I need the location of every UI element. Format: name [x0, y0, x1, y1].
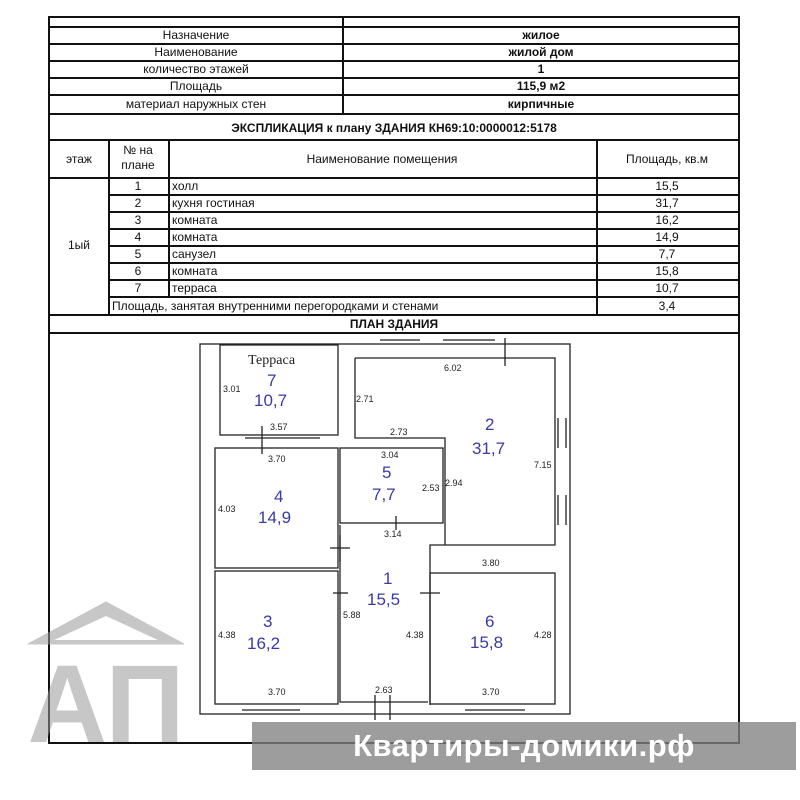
dim-label: 3.70: [268, 454, 286, 464]
room-name: комната: [172, 230, 218, 244]
dim-label: 2.71: [356, 394, 374, 404]
prop-label: Назначение: [162, 28, 230, 42]
floor-label: 1ый: [67, 238, 90, 252]
partition-label: Площадь, занятая внутренними перегородками и стенами: [112, 299, 439, 313]
dim-label: 4.38: [218, 630, 236, 640]
dim-label: 2.73: [390, 427, 408, 437]
prop-value: жилое: [522, 28, 560, 42]
row-divider: [50, 139, 738, 141]
room-name: комната: [172, 213, 218, 227]
room-name: терраса: [172, 281, 217, 295]
room-3-num: 3: [263, 612, 273, 631]
room-2-area: 31,7: [472, 439, 506, 458]
explication-title: ЭКСПЛИКАЦИЯ к плану ЗДАНИЯ КН69:10:0000012:5178: [231, 121, 557, 135]
room-name: санузел: [172, 247, 216, 261]
header-floor: этаж: [66, 152, 92, 166]
header-num-line1: № на: [123, 143, 153, 157]
dim-label: 3.04: [381, 450, 399, 460]
header-area: Площадь, кв.м: [625, 152, 709, 166]
room-name: кухня гостиная: [172, 196, 255, 210]
room-num: 4: [134, 230, 142, 244]
floor-plan: [150, 330, 590, 720]
dim-label: 6.02: [444, 363, 462, 373]
dim-label: 2.63: [375, 685, 393, 695]
dim-label: 2.94: [445, 478, 463, 488]
room-area: 7,7: [658, 247, 676, 261]
room-area: 31,7: [655, 196, 679, 210]
room-1-area: 15,5: [367, 590, 401, 609]
room-area: 10,7: [655, 281, 679, 295]
room-3-area: 16,2: [247, 634, 281, 653]
dim-label: 3.57: [270, 422, 288, 432]
row-divider: [50, 314, 738, 316]
room-6-num: 6: [485, 612, 495, 631]
room-7-area: 10,7: [254, 391, 288, 410]
plan-title: ПЛАН ЗДАНИЯ: [349, 317, 439, 331]
header-num-line2: плане: [121, 158, 155, 172]
room-4-area: 14,9: [258, 508, 292, 527]
room-5-area: 7,7: [372, 485, 396, 504]
room-num: 2: [134, 196, 142, 210]
dim-label: 7.15: [534, 460, 552, 470]
dim-label: 3.01: [223, 384, 241, 394]
room-5-num: 5: [382, 463, 392, 482]
room-name: комната: [172, 264, 218, 278]
row-divider: [108, 296, 738, 298]
dim-label: 3.70: [268, 687, 286, 697]
dim-label: 3.14: [384, 529, 402, 539]
dim-label: 3.80: [482, 558, 500, 568]
room-area: 16,2: [655, 213, 679, 227]
dim-label: 3.70: [482, 687, 500, 697]
room-2-num: 2: [485, 415, 495, 434]
room-area: 15,5: [655, 179, 679, 193]
prop-value: 115,9 м2: [516, 79, 566, 93]
room-1-num: 1: [383, 569, 393, 588]
dim-label: 2.53: [422, 483, 440, 493]
prop-label: материал наружных стен: [125, 97, 267, 111]
prop-value: 1: [537, 62, 545, 76]
watermark-banner: Квартиры-домики.рф: [252, 722, 796, 770]
room-6-area: 15,8: [470, 633, 504, 652]
room-num: 7: [134, 281, 142, 295]
room-num: 3: [134, 213, 142, 227]
dim-label: 4.38: [406, 630, 424, 640]
dim-label: 5.88: [343, 610, 361, 620]
prop-value: кирпичные: [507, 97, 575, 111]
ap-logo: [26, 600, 186, 750]
room-4-num: 4: [274, 487, 284, 506]
room-7-num: 7: [267, 371, 277, 390]
room-area: 15,8: [655, 264, 679, 278]
logo-text: АП: [27, 643, 185, 750]
prop-label: Площадь: [169, 79, 223, 93]
row-divider: [50, 94, 738, 96]
partition-area: 3,4: [658, 299, 676, 313]
room-num: 1: [134, 179, 142, 193]
prop-label: Наименование: [154, 45, 238, 59]
header-name: Наименование помещения: [306, 152, 458, 166]
room-area: 14,9: [655, 230, 679, 244]
terrace-title: Терраса: [248, 353, 296, 368]
room-name: холл: [172, 179, 199, 193]
dim-label: 4.03: [218, 504, 236, 514]
row-divider: [50, 113, 738, 115]
prop-label: количество этажей: [143, 62, 249, 76]
room-num: 6: [134, 264, 142, 278]
prop-value: жилой дом: [508, 45, 574, 59]
dim-label: 4.28: [534, 630, 552, 640]
room-num: 5: [134, 247, 142, 261]
